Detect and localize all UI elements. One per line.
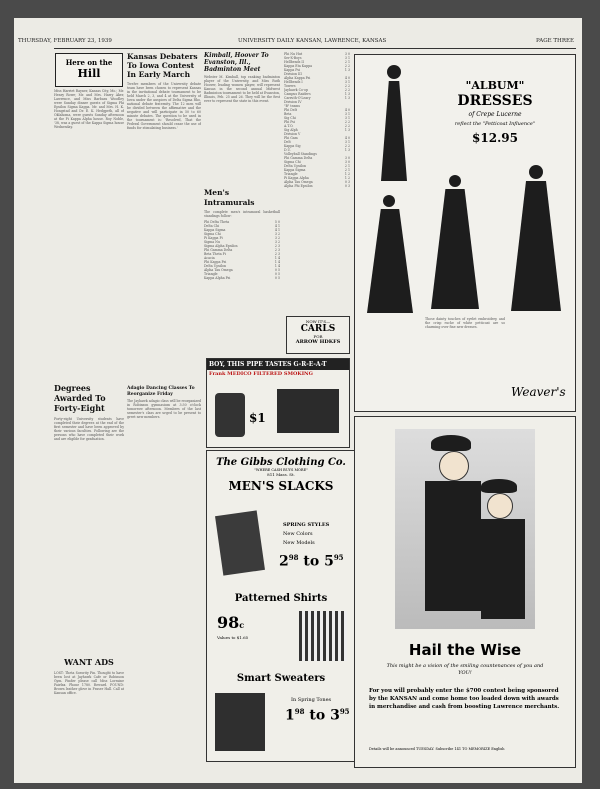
students-illustration [395,429,535,629]
adagio-body: The Jayhawk adagio class will be reorganized in Robinson gymnasium at 3:30 o'clock tomorrow afternoon. Members of the last semester's class are urged to be present to greet new members. [127,399,201,419]
weavers-price: $12.95 [472,131,518,145]
album-title: "ALBUM" [465,79,525,92]
hail-tagline: This might be a vision of the smiling countenances of you and YOU! [386,663,544,676]
header-page: PAGE THREE [536,38,574,44]
intramurals-title: Men's Intramurals [204,188,255,207]
kimball-body: Webster M. Kimball, top ranking badminton player of the University, and Miss Ruth Hoover, leading women player, will represent Kansas in the second annual Midwest Badminton tournament to be held at Evanston, Illinois, Feb. 25 and 26. They will be the first ever to represent the state in this event. [204,75,280,103]
sweaters-price: $1^{98}$ to $3^{95}$ [285,707,350,724]
header-rule [54,48,576,49]
newspaper-page [14,18,582,783]
slacks-price: $2^{98}$ to $5^{95}$ [279,553,344,570]
degrees-title: Degrees Awarded To Forty-Eight [54,383,106,413]
want-ads-title: WANT ADS [64,657,114,667]
carls-arrow: ARROW HDKFS [295,339,341,345]
gibbs-sub: "WHERE CASH BUYS MORE" [254,468,308,472]
weavers-ad [354,54,576,412]
sweater-image [215,693,265,751]
gibbs-address: 811 Mass. St. [267,472,295,477]
weavers-body: Those dainty touches of eyelet embroidery, and the crisp ruche of white petticoat are so charming over fine new dresses. [425,317,505,329]
gibbs-ad [206,450,356,762]
shirts-title: Patterned Shirts [234,593,328,604]
intramurals-table: Phi Delta Theta 5 0 Delta Chi 4 1 Kappa Sigma 4 1 Sigma Chi 3 2 Pi Kappa Pi 3 2 Sigma Nu 3 2 Sigma Alpha Epsilon 2 3 Phi Gamma Delta 2 3 Beta Theta Pi 2 3 Acacia 1 4 Phi Kappa Psi 1 4 Delta Upsilon 1 4 Alpha Tau Omega 0 5 Triangle 0 5 Kappa Alpha Psi 0 5 [204,220,280,280]
medico-price: $1 [249,411,266,425]
medico-ad [206,358,350,448]
carls-name: CARLS [300,324,336,334]
intramurals-intro: The complete men's intramural basketball standings follow: [204,210,280,218]
weavers-brand: Weaver's [511,385,566,399]
sweaters-sub: In Spring Tones [291,697,332,703]
carls-for: FOR [313,334,323,339]
hill-box [55,53,123,87]
crepe-text: of Crepe Lucerne [468,111,522,118]
degrees-body: Forty-eight University students have completed their degrees at the end of the first semester and have been approved by their various faculties. Following are the persons who have completed their work and are eligible for graduation. [54,417,124,441]
medico-headline: BOY, THIS PIPE TASTES G-R-E-A-T [207,359,349,370]
shirt-image [299,611,347,661]
hill-title-line1: Here on the [65,58,113,67]
slacks-image [215,510,265,575]
hill-body: Miss Harriet Rayner, Kansas City, Mo.; Mr. Henry Rowe; Mr. and Mrs. Harry Aker, Lawrence, and Miss Barbara Woodley were Sunday dinner guests of Sigma Phi Epsilon Sigma Kappa. Mr. and Mrs. H. K. Hongstad and Dr. E. K. Hedgpeth, all of Oklahoma, were guests Sunday afternoon at the Pi Kappa Alpha house. Roy Noble, '38, was a guest of the Kappa Sigma house Wednesday. [54,89,124,129]
hail-body: For you will probably enter the $700 contest being sponsored by the KANSAN and come home too loaded down with awards in merchandise and cash from boosting Lawrence merchants. [369,688,560,710]
woman-figure-center [363,195,417,315]
shirts-values: Values to $1.65 [217,635,249,640]
pipe-box-image [215,393,245,437]
sweaters-title: Smart Sweaters [236,673,326,684]
slacks-spring: SPRING STYLES [283,522,330,528]
reflect-text: reflect the "Petticoat Influence" [454,121,536,127]
standings-column: Phi Nu Hut 3 0 Ser-X-Boys 3 1 Hellbends II 2 1 Kappa Eta Kappa 2 2 Kappa Psi 1 3 Division III Alpha Kappa Psi 4 0 Hellbends I 3 1 Towers 2 2 Jayhawk Co-op 2 2 Campus Raiders 1 3 Carruth-O'Leary 1 3 Division IV "B" teams Phi Delt 4 0 Beta 3 1 Sig Chi 3 1 Phi Psi 2 2 A.T.O. 2 2 Sig Alph 1 3 Division V Phi Gam 4 0 Delt 3 1 Kappa Sig 2 2 D.U. 1 3 Volleyball Standings Phi Gamma Delta 3 0 Sigma Chi 3 0 Delta Upsilon 2 1 Kappa Sigma 2 1 Triangle 1 2 Pi Kappa Alpha 1 2 Alpha Tau Omega 0 3 Alpha Phi Epsilon 0 3 [284,52,350,188]
hail-ad [354,416,576,768]
gibbs-title: The Gibbs Clothing Co. [216,457,346,468]
woman-figure-left [375,65,413,205]
adagio-title: Adagio Dancing Classes To Reorganize Friday [127,386,195,397]
dresses-title: DRESSES [457,93,533,109]
shirts-price: 98c [217,613,245,632]
slacks-models: New Models [283,540,315,546]
want-ads-body: LOST: Theta Sorority Pin. Thought to have been lost at Jayhawk Cafe or Robinson Gym. Finder please call Miss Lorraine Fairfax. Phone 1780. Reward. FOUND: Brown leather glove in Fraser Hall. Call at Kansan office. [54,671,124,695]
filter-box-image [277,389,339,433]
woman-figure-right [505,165,567,315]
slacks-title: MEN'S SLACKS [228,479,334,493]
hill-title-line2: Hill [77,67,101,80]
carls-now: NOW IT'S— [305,319,331,324]
header-title: UNIVERSITY DAILY KANSAN, LAWRENCE, KANSAS [238,38,387,44]
header-date: THURSDAY, FEBRUARY 23, 1939 [18,38,112,44]
hail-note: Details will be announced TUESDAY. Subscribe 141 TO MEMORIZE English [369,747,505,751]
carls-ad [286,316,350,354]
hail-title: Hail the Wise [408,641,522,659]
medico-brand: Frank MEDICO FILTERED SMOKING [209,371,313,377]
woman-figure-middle [425,175,485,311]
debaters-body: Twelve members of the University debate team have been chosen to represent Kansas in the invitational debate tournament to be held March 2, 3, and 4 at the University of Iowa under the auspices of Delta Sigma Rho, national debate fraternity. The 12 men will be divided between the affirmative and the negative and will participate in 50 to 60 minute debates. The question to be used in the tournament is: 'Resolved, That the Federal Government should cease the use of funds for stimulating business.' [127,82,201,130]
slacks-colors: New Colors [283,531,313,537]
debaters-title: Kansas Debaters To Iowa Contest In Early March [127,52,198,79]
kimball-title: Kimball, Hoover To Evanston, Ill., Badminton Meet [204,52,269,73]
